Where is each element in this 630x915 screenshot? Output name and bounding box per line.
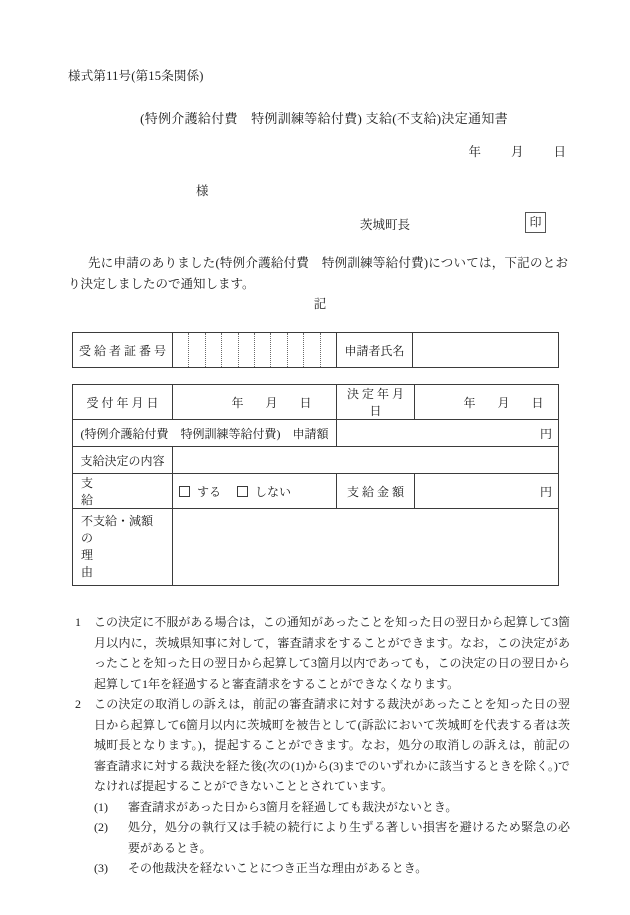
issue-date-month: 月: [510, 145, 524, 159]
cert-number-label: 受 給 者 証 番 号: [73, 333, 173, 368]
page-title: (特例介護給付費 特例訓練等給付費) 支給(不支給)決定通知書: [140, 111, 508, 126]
sub-text-1: 審査請求があった日から3箇月を経過しても裁決がないとき。: [128, 799, 458, 814]
digit-cell[interactable]: [288, 333, 304, 367]
receipt-date-field[interactable]: [173, 385, 337, 420]
digit-cell[interactable]: [271, 333, 287, 367]
issue-date-year: 年: [468, 145, 481, 159]
sub-item-2: [68, 817, 570, 858]
table-row: [73, 385, 559, 420]
receipt-date-month: 月: [265, 395, 278, 410]
table-row: [73, 509, 559, 586]
cert-number-digit-cells[interactable]: [173, 333, 336, 367]
note-number-2: 2: [75, 697, 81, 711]
form-code-label: 様式第11号(第15条関係): [68, 69, 204, 83]
payment-choice-group[interactable]: [173, 474, 337, 509]
decision-date-day: 日: [531, 395, 544, 410]
receipt-date-day: 日: [299, 395, 312, 410]
payment-option-yes-label: する: [197, 484, 222, 499]
seal-stamp-box: 印: [525, 212, 546, 233]
cert-number-field[interactable]: [173, 333, 337, 368]
addressee-suffix: 様: [196, 184, 209, 198]
payment-amount-label: 支 給 金 額: [337, 474, 415, 509]
table-row: [73, 420, 559, 447]
payment-label-text: 支 給: [81, 476, 178, 507]
applicant-name-field[interactable]: [413, 333, 559, 368]
sub-number-1: (1): [94, 799, 108, 814]
reason-label: [73, 509, 173, 586]
reason-label-line2: 理 由: [81, 548, 166, 579]
reason-label-line1: 不支給・減額の: [81, 514, 154, 545]
receipt-date-label: 受 付 年 月 日: [73, 385, 173, 420]
note-item-1: [68, 612, 570, 694]
sub-item-1: [68, 797, 570, 818]
kitei-marker: 記: [313, 297, 327, 311]
decision-date-year: 年: [463, 395, 476, 410]
notes-section: [68, 612, 570, 879]
decision-date-month: 月: [497, 395, 510, 410]
payment-amount-unit: 円: [540, 484, 553, 499]
receipt-date-year: 年: [231, 395, 244, 410]
reason-field[interactable]: [173, 509, 559, 586]
payment-option-no-label: しない: [255, 484, 292, 499]
checkbox-payment-no[interactable]: [237, 486, 248, 497]
checkbox-payment-yes[interactable]: [179, 486, 190, 497]
claim-amount-unit: 円: [540, 426, 553, 441]
note-item-2: [68, 694, 570, 797]
payment-amount-field[interactable]: [415, 474, 559, 509]
note-number-1: 1: [75, 615, 81, 629]
applicant-name-label: 申請者氏名: [337, 333, 413, 368]
sub-number-3: (3): [94, 861, 108, 875]
note-2-sub-list: [68, 797, 570, 879]
digit-cell[interactable]: [239, 333, 255, 367]
table-row: [73, 474, 559, 509]
decision-date-label: 決 定 年 月 日: [337, 385, 415, 420]
note-text-2: この決定の取消しの訴えは，前記の審査請求に対する裁決があったことを知った日の翌日から起算して6箇月以内に茨城町を被告として(訴訟において茨城町を代表する者は茨城町長となります。)，提起することができます。なお，処分の取消しの訴えは，前記の審査請求に対する裁決を経た後(次の(1)から(3)までのいずれかに該当するときを除く。)でなければ提起することができないこととされています。: [94, 697, 570, 793]
table-row: [73, 447, 559, 474]
digit-cell[interactable]: [189, 333, 205, 367]
intro-paragraph: 先に申請のありました(特例介護給付費 特例訓練等給付費)については，下記のとおり決定しましたので通知します。: [68, 256, 568, 291]
sub-text-3: その他裁決を経ないことにつき正当な理由があるとき。: [128, 861, 428, 875]
issue-date-line: [0, 142, 630, 160]
table-row: [73, 333, 559, 368]
certificate-table: [72, 332, 559, 368]
payment-label: [73, 474, 178, 509]
sub-item-3: [68, 858, 570, 879]
digit-cell[interactable]: [173, 333, 189, 367]
digit-cell[interactable]: [255, 333, 271, 367]
decision-content-label: 支給決定の内容: [73, 447, 173, 474]
claim-amount-label: (特例介護給付費 特例訓練等給付費) 申請額: [73, 420, 337, 447]
digit-cell[interactable]: [222, 333, 238, 367]
sub-number-2: (2): [94, 820, 108, 834]
issuer-name: 茨城町長: [360, 218, 411, 232]
digit-cell[interactable]: [304, 333, 320, 367]
issue-date-day: 日: [553, 145, 566, 159]
digit-cell[interactable]: [321, 333, 336, 367]
decision-table: [72, 384, 559, 586]
digit-cell[interactable]: [206, 333, 222, 367]
note-text-1: この決定に不服がある場合は，この通知があったことを知った日の翌日から起算して3箇月以内に，茨城県知事に対して，審査請求をすることができます。なお，この決定があったことを知った日の翌日から起算して3箇月以内であっても，この決定の日の翌日から起算して1年を経過すると審査請求をすることができなくなります。: [94, 615, 570, 691]
sub-text-2: 処分，処分の執行又は手続の続行により生ずる著しい損害を避けるため緊急の必要があるとき。: [128, 820, 570, 855]
claim-amount-field[interactable]: [337, 420, 559, 447]
decision-content-field[interactable]: [173, 447, 559, 474]
decision-date-field[interactable]: [415, 385, 559, 420]
